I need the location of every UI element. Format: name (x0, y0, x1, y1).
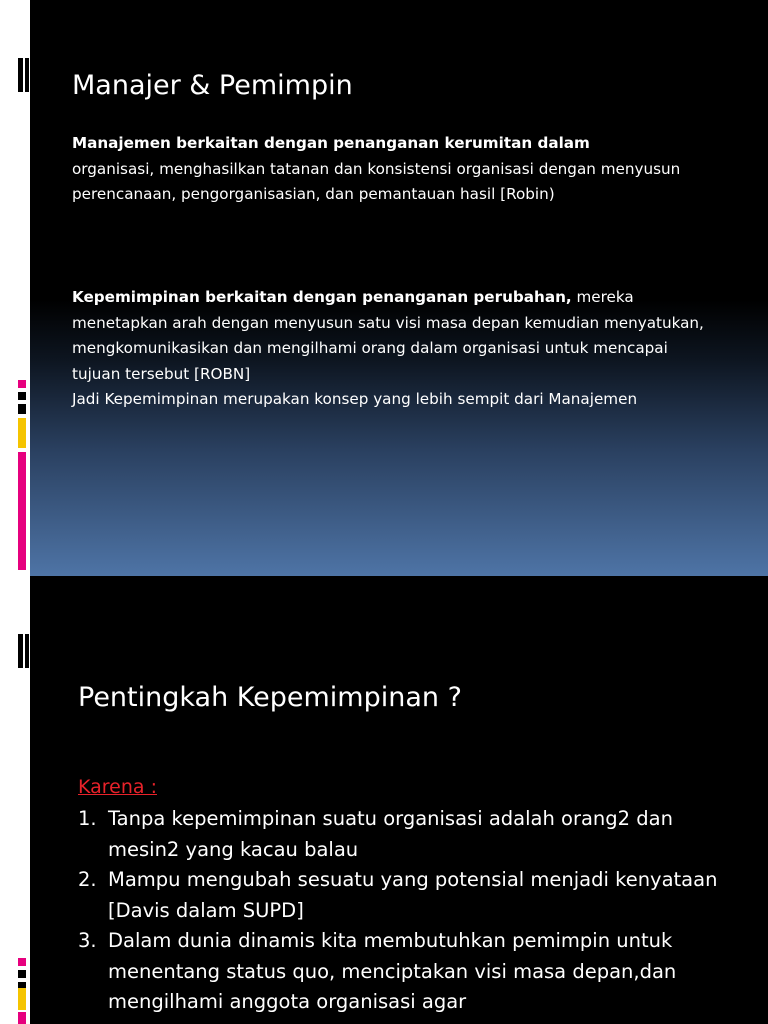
karena-label: Karena : (78, 776, 157, 798)
slide-title: Pentingkah Kepemimpinan ? (78, 682, 462, 713)
list-item (78, 865, 718, 926)
list-number: 3. (78, 929, 97, 952)
paragraph-body: mereka menetapkan arah dengan menyusun satu visi masa depan kemudian menyatukan, mengkomunikasikan dan mengilhami orang dalam organisasi untuk mencapai tujuan tersebut [ROBN] (72, 288, 704, 383)
reasons-list (78, 804, 718, 1018)
paragraph-manajemen (72, 131, 712, 208)
slide-title: Manajer & Pemimpin (72, 70, 353, 101)
list-text: Dalam dunia dinamis kita membutuhkan pemimpin untuk menentang status quo, menciptakan visi masa depan,dan mengilhami anggota organisasi agar (108, 929, 677, 1013)
paragraph-body: organisasi, menghasilkan tatanan dan konsistensi organisasi dengan menyusun perencanaan, pengorganisasian, dan pemantauan hasil [Robin) (72, 159, 681, 203)
list-text: Mampu mengubah sesuatu yang potensial menjadi kenyataan [Davis dalam SUPD] (108, 868, 718, 922)
paragraph-bold-lead: Manajemen berkaitan dengan penanganan kerumitan dalam (72, 134, 590, 152)
list-number: 2. (78, 868, 97, 891)
paragraph-conclusion: Jadi Kepemimpinan merupakan konsep yang lebih sempit dari Manajemen (72, 390, 638, 408)
list-item (78, 804, 718, 865)
slide-corner-mark (18, 634, 29, 668)
list-text: Tanpa kepemimpinan suatu organisasi adalah orang2 dan mesin2 yang kacau balau (108, 807, 673, 861)
list-item (78, 926, 718, 1018)
paragraph-bold-lead: Kepemimpinan berkaitan dengan penanganan perubahan, (72, 288, 572, 306)
list-number: 1. (78, 807, 97, 830)
slide-corner-mark (18, 58, 29, 92)
paragraph-kepemimpinan (72, 285, 712, 413)
